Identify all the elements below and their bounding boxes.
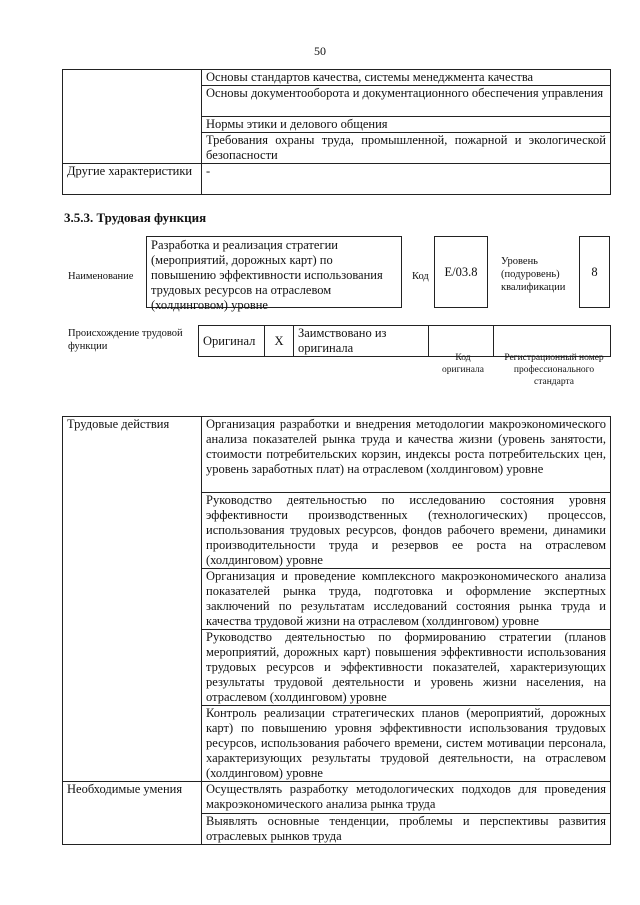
level-label: Уровень (подуровень) квалификации <box>501 256 566 293</box>
borrowed-label: Заимствовано из оригинала <box>294 326 429 357</box>
registration-caption: Регистрационный номер профессионального стандарта <box>504 353 604 387</box>
other-characteristics-label: Другие характеристики <box>63 164 202 195</box>
knowledge-row: Нормы этики и делового общения <box>202 117 611 133</box>
knowledge-row: Основы документооборота и документационного обеспечения управления <box>202 86 611 117</box>
action-item: Руководство деятельностью по формированию стратегии (планов мероприятий, дорожных карт) повышения эффективности использования трудовых ресурсов и эффективности показателей, характеризующих результаты трудовой деятельности и уровень жизни населения, на отраслевом (холдинговом) уровне <box>202 630 611 706</box>
skills-label: Необходимые умения <box>63 782 202 845</box>
action-item: Организация и проведение комплексного макроэкономического анализа показателей рынка труда, подготовка и оформление экспертных заключений по результатам исследований состояния рынка труда и качества трудовой жизни на отраслевом (холдинговом) уровне <box>202 569 611 630</box>
name-value-box <box>146 236 402 312</box>
knowledge-row: Требования охраны труда, промышленной, пожарной и экологической безопасности <box>202 133 611 164</box>
level-value: 8 <box>591 264 598 279</box>
code-value-box <box>434 236 488 308</box>
action-item: Контроль реализации стратегических планов (мероприятий, дорожных карт) по повышению уровня эффективности использования трудовых ресурсов, использования рабочего времени, систем мотивации персонала, характеризующих результаты трудовой деятельности, на отраслевом (холдинговом) уровне <box>202 706 611 782</box>
other-characteristics-value: - <box>202 164 611 195</box>
name-value: Разработка и реализация стратегии (мероприятий, дорожных карт) по повышению эффективности использования трудовых ресурсов на отраслевом (холдинговом) уровне <box>151 238 383 312</box>
labor-actions-table <box>62 416 611 845</box>
knowledge-table <box>62 69 611 195</box>
code-value: E/03.8 <box>444 264 478 279</box>
code-label: Код <box>412 271 429 282</box>
origin-label: Происхождение трудовой функции <box>68 328 183 352</box>
skill-item: Выявлять основные тенденции, проблемы и перспективы развития отраслевых рынков труда <box>202 814 611 845</box>
page-number: 50 <box>314 44 326 58</box>
section-title: 3.5.3. Трудовая функция <box>64 210 207 225</box>
code-caption: Код оригинала <box>442 353 484 375</box>
action-item: Организация разработки и внедрения методологии макроэкономического анализа показателей рынка труда и качества жизни (уровень занятости, стоимости потребительских корзин, индексы роста потребительских цен, уровень заработных плат) на отраслевом (холдинговом) уровне <box>202 417 611 493</box>
level-value-box <box>579 236 610 308</box>
name-label: Наименование <box>68 271 134 282</box>
action-item: Руководство деятельностью по исследованию состояния уровня эффективности производственных (технологических) процессов, использования трудовых ресурсов, фондов рабочего времени, динамики производительности труда и резервов ее роста на отраслевом (холдинговом) уровне <box>202 493 611 569</box>
actions-label: Трудовые действия <box>63 417 202 782</box>
empty-cell <box>63 70 202 164</box>
original-label: Оригинал <box>199 326 265 357</box>
skill-item: Осуществлять разработку методологических подходов для проведения макроэкономического анализа рынка труда <box>202 782 611 814</box>
knowledge-row: Основы стандартов качества, системы менеджмента качества <box>202 70 611 86</box>
original-mark: X <box>265 326 294 357</box>
